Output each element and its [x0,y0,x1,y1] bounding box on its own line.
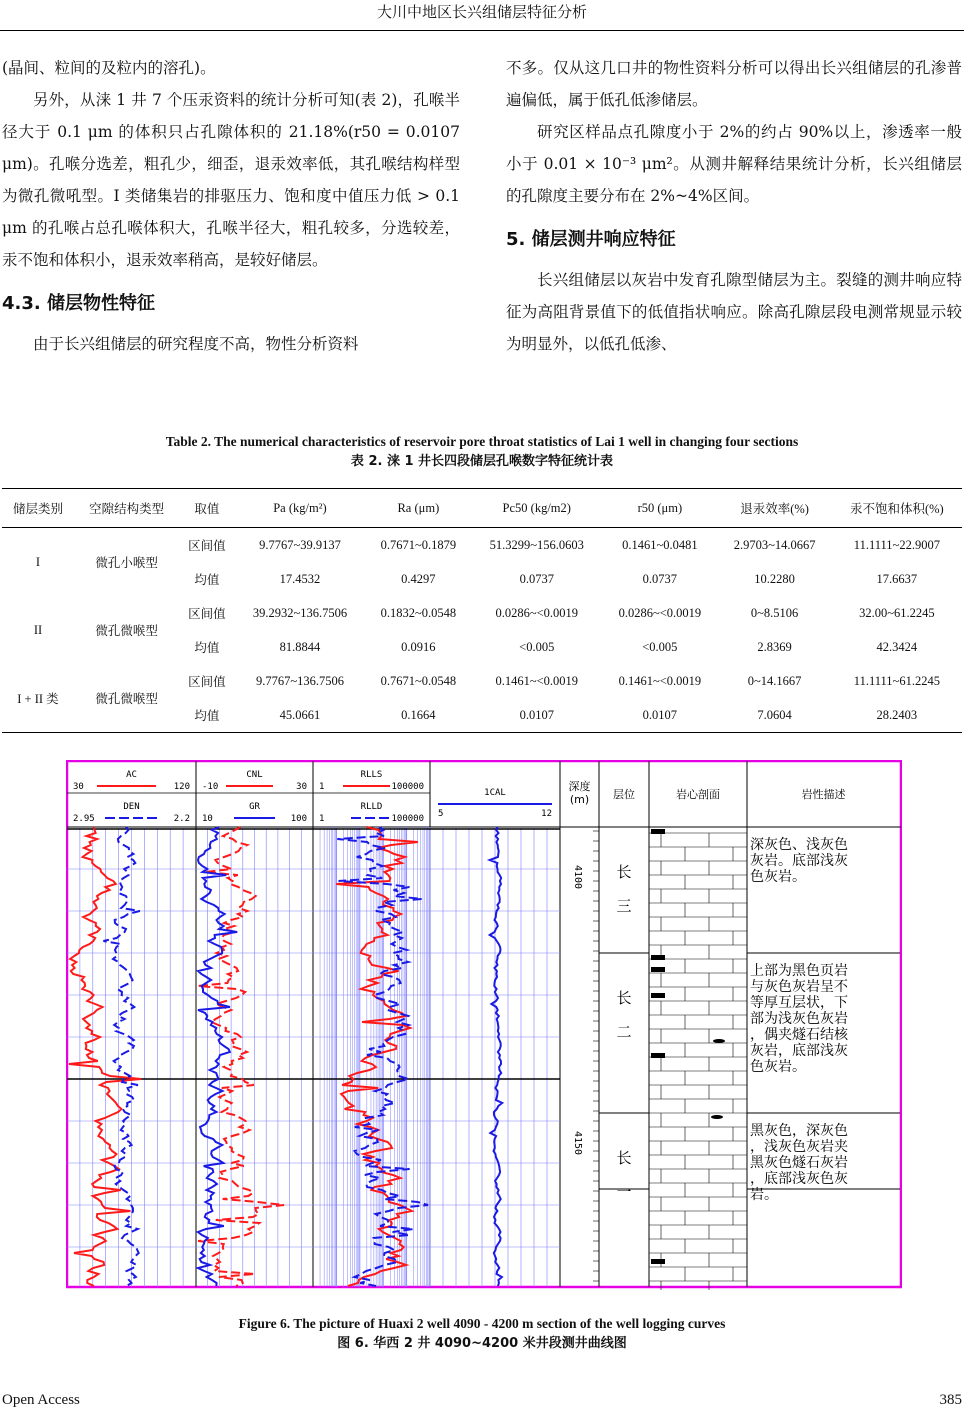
table-cell: 0.0286~<0.0019 [495,605,579,620]
table-cell: 均值 [194,573,220,587]
table-caption-en: Table 2. The numerical characteristics of reservoir pore throat statistics of Lai 1 well in changing four sections [165,434,799,449]
table-cell: 0.0286~<0.0019 [618,605,702,620]
table-cell: 0.4297 [401,571,436,586]
table-cell: 0.0916 [401,639,436,654]
table-cell: 11.1111~22.9007 [853,537,940,552]
table-cell: 45.0661 [235,698,366,733]
shale-band [651,829,665,834]
table-row [2,528,962,563]
curve-name: CNL [246,770,263,780]
table-header-row [2,489,962,528]
right-column [506,52,962,360]
layer-header: 层位 [613,788,635,801]
lithology-description: 上部为黑色页岩 [750,963,848,979]
table-cell: 0.1461~0.0481 [622,537,698,552]
column-header: 空隙结构类型 [74,489,179,528]
curve-name: RLLS [360,770,383,780]
table-cell: 51.3299~156.0603 [489,537,584,552]
lithology-description: 与灰色灰岩呈不 [750,979,848,995]
depth-header: 深度 [568,780,591,793]
scale-max: 2.2 [173,814,190,824]
table-cell: 28.2403 [832,698,962,733]
lithology-description: 色灰岩。 [750,869,806,885]
shale-band [651,955,665,960]
scale-min: -10 [202,782,219,792]
table-cell: 0.0107 [602,698,717,733]
pore-throat-table [2,488,962,733]
scale-max: 100000 [391,814,424,824]
paragraph: 不多。仅从这几口井的物性资料分析可以得出长兴组储层的孔渗普遍偏低，属于低孔低渗储层。 [506,59,962,109]
table-cell: 0.1664 [365,698,471,733]
table-cell: 39.2932~136.7506 [252,605,348,620]
table-cell: 11.1111~61.2245 [853,673,940,688]
table-row [2,596,962,630]
table-cell: <0.005 [642,639,678,654]
lithology-description: 岩。 [750,1187,778,1203]
depth-label: 4150 [572,1131,583,1156]
scale-max: 12 [541,809,552,819]
page-number: 385 [939,1392,962,1408]
reservoir-class-cell: I + II 类 [2,664,74,733]
column-header: 储层类别 [2,489,74,528]
scale-min: 2.95 [73,814,95,824]
scale-max: 120 [173,782,190,792]
table-cell: <0.005 [519,639,555,654]
table-cell: 9.7767~39.9137 [259,537,341,552]
table-cell: 0.7671~0.0548 [380,673,457,688]
scale-min: 1 [319,814,325,824]
running-header-title: 大川中地区长兴组储层特征分析 [376,3,587,21]
table-cell: 2.9703~14.0667 [733,537,816,552]
lithology-description: 黑灰色燧石灰岩 [750,1155,848,1171]
scale-min: 30 [73,782,84,792]
scale-min: 5 [438,809,444,819]
table-cell: 0.1832~0.0548 [380,605,457,620]
table-cell: 10.2280 [754,571,795,586]
table-cell: 区间值 [188,539,226,553]
reservoir-class-cell: II [33,622,43,637]
shale-band [651,1053,665,1058]
lithology-description: ，浅灰色灰岩夹 [750,1139,848,1155]
table-cell: 均值 [179,698,234,733]
paragraph: 由于长兴组储层的研究程度不高，物性分析资料 [33,335,359,353]
pore-type-cell: 微孔微喉型 [95,624,158,638]
reservoir-class-cell: I [35,554,41,569]
depth-label: 4100 [572,865,583,890]
pore-type-cell: 微孔微喉型 [74,664,179,733]
scale-max: 100 [290,814,307,824]
table-cell: 均值 [194,641,220,655]
lithology-description: ，底部浅灰色灰 [750,1171,848,1187]
figure-caption-en: Figure 6. The picture of Huaxi 2 well 4090 - 4200 m section of the well logging curves [238,1316,726,1331]
paragraph: 研究区样品点孔隙度小于 2%的约占 90%以上，渗透率一般小于 0.01 × 10⁻³ μm²。从测井解释结果统计分析，长兴组储层的孔隙度主要分布在 2%~4%区间。 [506,123,962,205]
table-caption [0,432,964,472]
table-cell: 32.00~61.2245 [859,605,935,620]
zone-layer-label: 长 [616,1149,632,1167]
table-cell: 42.3424 [876,639,918,654]
table-cell: 2.8369 [757,639,792,654]
lithology-description: 等厚互层状，下 [750,995,848,1011]
curve-name: DEN [123,802,140,812]
lithology-description: 灰岩，底部浅灰 [750,1043,848,1059]
column-header: Pa (kg/m²) [235,489,366,528]
description-header: 岩性描述 [801,788,846,801]
table-caption-cn: 表 2. 涞 1 井长四段储层孔喉数字特征统计表 [350,454,614,469]
scale-min: 10 [202,814,213,824]
table-row [2,664,962,698]
table-cell: 0.7671~0.1879 [380,537,457,552]
lithology-description: 部为浅灰色灰岩 [750,1011,848,1027]
running-header [0,0,964,31]
table-cell: 9.7767~136.7506 [255,673,344,688]
curve-name: AC [126,770,137,780]
paragraph: 另外，从涞 1 井 7 个压汞资料的统计分析可知(表 2)，孔喉半径大于 0.1 μm 的体积只占孔隙体积的 21.18%(r50 = 0.0107 μm)。孔喉分选差，粗孔少，细歪，退汞效率低，其孔喉结构样型为微孔微吼型。I 类储集岩的排驱压力、饱和度中值压力低 > 0.1 μm 的孔喉占总孔喉体积大，孔喉半径大，粗孔较多，分选较差，汞不饱和体积小，退汞效率稍高，是较好储层。 [2,91,460,269]
chert-nodule [713,1039,725,1043]
table-cell: 0.1461~<0.0019 [495,673,579,688]
table-cell: 7.0604 [718,698,832,733]
zone-layer-label: 一 [616,1183,632,1201]
chert-nodule [711,1115,723,1119]
table-cell: 17.6637 [876,571,918,586]
lithology-description: 灰岩。底部浅灰 [750,853,848,869]
column-header: 退汞效率(%) [718,489,832,528]
shale-band [651,967,665,972]
column-header: 汞不饱和体积(%) [832,489,962,528]
table-cell: 0.1461~<0.0019 [618,673,702,688]
table-cell: 0~14.1667 [747,673,802,688]
zone-layer-label: 二 [616,1023,632,1041]
zone-layer-label: 长 [616,989,632,1007]
shale-band [651,1259,665,1264]
curve-name: 1CAL [484,788,506,798]
paragraph: 长兴组储层以灰岩中发育孔隙型储层为主。裂缝的测井响应特征为高阻背景值下的低值指状响应。除高孔隙层段电测常规显示较为明显外，以低孔低渗、 [506,271,962,353]
column-header: 取值 [179,489,234,528]
depth-header-unit: (m) [569,793,590,806]
paragraph: (晶间、粒间的及粒内的溶孔)。 [2,59,216,77]
curve-name: GR [249,802,260,812]
footer-open-access: Open Access [2,1392,80,1408]
lithology-description: 黑灰色，深灰色 [750,1123,848,1139]
lithology-description: 色灰岩。 [750,1059,806,1075]
column-header: r50 (μm) [602,489,717,528]
section-heading: 5. 储层测井响应特征 [506,229,676,250]
left-column [2,52,460,360]
table-cell: 区间值 [188,675,226,689]
scale-max: 100000 [391,782,424,792]
table-cell: 0.0107 [471,698,602,733]
figure-caption [0,1314,964,1354]
lithology-description: ，偶夹燧石结核 [750,1027,848,1043]
table-cell: 0.0737 [642,571,678,586]
well-log-figure [66,760,902,1290]
column-header: Ra (μm) [365,489,471,528]
scale-max: 30 [296,782,307,792]
curve-name: RLLD [360,802,383,812]
pore-type-cell: 微孔小喉型 [95,556,158,570]
section-heading: 4.3. 储层物性特征 [2,293,155,314]
den-curve [103,827,139,1286]
scale-min: 1 [319,782,325,792]
column-header: Pc50 (kg/m2) [471,489,602,528]
cal-curve [490,827,503,1286]
table-cell: 0~8.5106 [750,605,799,620]
table-cell: 区间值 [188,607,226,621]
table-cell: 0.0737 [519,571,554,586]
cnl-curve [198,827,284,1286]
table-cell: 17.4532 [279,571,321,586]
table-cell: 81.8844 [279,639,321,654]
zone-layer-label: 长 [616,863,632,881]
core-header: 岩心剖面 [676,788,720,801]
zone-layer-label: 三 [616,897,632,915]
lithology-description: 深灰色、浅灰色 [750,837,848,853]
figure-caption-cn: 图 6. 华西 2 井 4090~4200 米井段测井曲线图 [337,1336,627,1351]
shale-band [651,993,665,998]
